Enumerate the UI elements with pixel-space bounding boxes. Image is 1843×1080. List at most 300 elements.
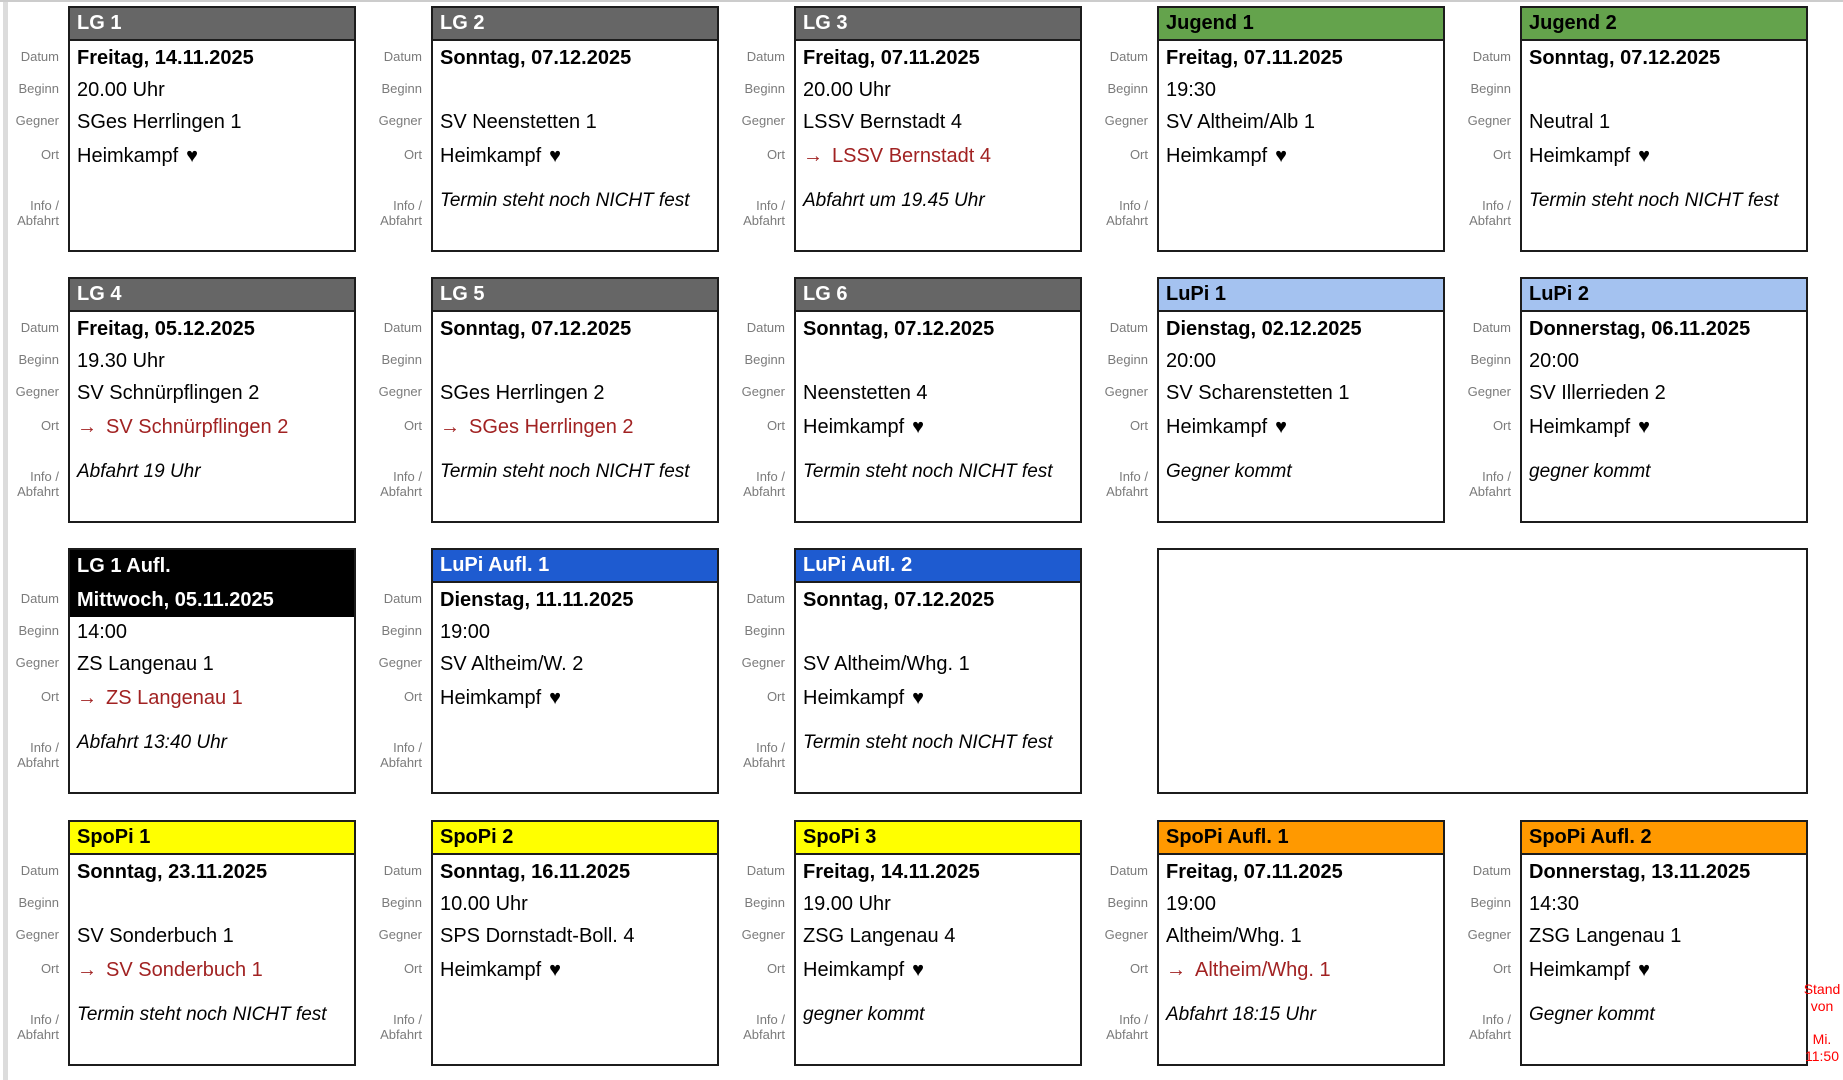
match-card-cell: [1454, 277, 1808, 523]
card-ort: [433, 681, 717, 716]
beginn-label: Beginn: [381, 623, 422, 638]
card-ort: [796, 681, 1080, 716]
gegner-label: Gegner: [1467, 927, 1511, 942]
info-label-line1: Info /: [756, 1012, 785, 1027]
card-info: Abfahrt um 19.45 Uhr: [803, 190, 985, 211]
card-info: [433, 988, 717, 1064]
info-label-line1: Info /: [756, 469, 785, 484]
match-card: [794, 277, 1082, 523]
card-ort-text: Heimkampf: [440, 687, 542, 709]
ort-label: Ort: [1129, 147, 1148, 162]
field-label-gutter: [2, 548, 68, 794]
card-ort-text: Heimkampf: [1529, 145, 1631, 167]
gutter-header-spacer: [2, 277, 59, 310]
info-label-line2: Abfahrt: [743, 213, 785, 228]
field-label-gutter: [1091, 820, 1157, 1066]
gegner-label: Gegner: [15, 655, 59, 670]
match-card: [794, 820, 1082, 1066]
card-beginn: 19.30 Uhr: [77, 350, 165, 372]
match-card-cell: [2, 277, 356, 523]
beginn-label: Beginn: [18, 81, 59, 96]
field-label-gutter: [2, 6, 68, 252]
card-datum: Dienstag, 11.11.2025: [440, 588, 634, 611]
heart-icon: ♥: [186, 145, 199, 167]
card-ort: [1522, 139, 1806, 174]
gutter-header-spacer: [728, 6, 785, 39]
card-datum: Freitag, 14.11.2025: [803, 860, 980, 883]
card-title: Jugend 1: [1159, 8, 1443, 41]
beginn-label: Beginn: [18, 623, 59, 638]
match-card-cell: [2, 6, 356, 252]
card-ort: [70, 681, 354, 716]
ort-label: Ort: [1492, 147, 1511, 162]
beginn-label: Beginn: [381, 895, 422, 910]
gegner-label: Gegner: [1104, 384, 1148, 399]
card-gegner: Altheim/Whg. 1: [1166, 925, 1302, 947]
stand-timestamp: [1799, 981, 1843, 1065]
away-arrow-icon: →: [1166, 959, 1186, 981]
card-title: SpoPi 1: [70, 822, 354, 855]
heart-icon: ♥: [1275, 145, 1288, 167]
beginn-label: Beginn: [18, 895, 59, 910]
ort-label: Ort: [40, 961, 59, 976]
gegner-label: Gegner: [378, 927, 422, 942]
match-card: [68, 6, 356, 252]
field-label-gutter: [1454, 6, 1520, 252]
card-info: Termin steht noch NICHT fest: [77, 1004, 327, 1025]
card-gegner: SV Illerrieden 2: [1529, 382, 1666, 404]
away-arrow-icon: →: [803, 145, 823, 167]
card-info: Gegner kommt: [1166, 461, 1292, 482]
window-edge-top: [0, 0, 1843, 2]
card-beginn: 20.00 Uhr: [77, 79, 165, 101]
gegner-label: Gegner: [378, 384, 422, 399]
card-title: LG 3: [796, 8, 1080, 41]
ort-label: Ort: [766, 689, 785, 704]
field-label-gutter: [728, 277, 794, 523]
beginn-label: Beginn: [744, 81, 785, 96]
stand-line: 11:50: [1805, 1048, 1839, 1064]
match-card-cell: [1454, 6, 1808, 252]
info-label-line1: Info /: [1119, 198, 1148, 213]
datum-label: Datum: [1472, 48, 1511, 64]
card-beginn: [796, 617, 1080, 648]
card-ort: [796, 953, 1080, 988]
gegner-label: Gegner: [741, 927, 785, 942]
card-title: LG 4: [70, 279, 354, 312]
datum-label: Datum: [383, 862, 422, 878]
heart-icon: ♥: [1638, 145, 1651, 167]
card-gegner: SV Schnürpflingen 2: [77, 382, 260, 404]
datum-label: Datum: [20, 590, 59, 606]
card-ort: [1159, 410, 1443, 445]
card-title: SpoPi 2: [433, 822, 717, 855]
field-label-gutter: [1454, 277, 1520, 523]
card-info: [433, 716, 717, 792]
match-card-cell: [728, 6, 1082, 252]
card-title: LuPi 2: [1522, 279, 1806, 312]
field-label-gutter: [1091, 6, 1157, 252]
ort-label: Ort: [1492, 418, 1511, 433]
card-title: SpoPi Aufl. 2: [1522, 822, 1806, 855]
field-label-gutter: [365, 548, 431, 794]
match-card: [1520, 6, 1808, 252]
card-datum: Freitag, 07.11.2025: [803, 46, 980, 69]
info-label-line1: Info /: [393, 198, 422, 213]
ort-label: Ort: [1129, 961, 1148, 976]
info-label-line2: Abfahrt: [1106, 1027, 1148, 1042]
gegner-label: Gegner: [1467, 113, 1511, 128]
info-label-line1: Info /: [1482, 198, 1511, 213]
card-beginn: 19:00: [1166, 893, 1217, 915]
card-title: LG 1 Aufl.: [70, 550, 354, 583]
card-title: LG 1: [70, 8, 354, 41]
gutter-header-spacer: [365, 6, 422, 39]
card-title: LG 5: [433, 279, 717, 312]
card-datum: Donnerstag, 13.11.2025: [1529, 860, 1751, 883]
match-card: [1157, 6, 1445, 252]
card-datum: Donnerstag, 06.11.2025: [1529, 317, 1751, 340]
info-label-line2: Abfahrt: [17, 755, 59, 770]
info-label-line2: Abfahrt: [1106, 213, 1148, 228]
gegner-label: Gegner: [378, 113, 422, 128]
info-label-line2: Abfahrt: [1106, 484, 1148, 499]
stand-line: Stand: [1803, 981, 1841, 997]
ort-label: Ort: [40, 418, 59, 433]
card-ort-text: Heimkampf: [77, 145, 179, 167]
card-gegner: ZSG Langenau 4: [803, 925, 956, 947]
datum-label: Datum: [1472, 862, 1511, 878]
card-beginn: 10.00 Uhr: [440, 893, 528, 915]
card-gegner: SGes Herrlingen 1: [77, 111, 242, 133]
ort-label: Ort: [403, 147, 422, 162]
ort-label: Ort: [766, 147, 785, 162]
gutter-header-spacer: [2, 820, 59, 853]
gegner-label: Gegner: [15, 384, 59, 399]
card-info: Gegner kommt: [1529, 1004, 1655, 1025]
heart-icon: ♥: [1275, 416, 1288, 438]
gegner-label: Gegner: [741, 655, 785, 670]
card-gegner: Neenstetten 4: [803, 382, 928, 404]
card-gegner: SPS Dornstadt-Boll. 4: [440, 925, 635, 947]
card-ort-text: Heimkampf: [1166, 145, 1268, 167]
card-gegner: SV Sonderbuch 1: [77, 925, 234, 947]
beginn-label: Beginn: [18, 352, 59, 367]
match-card-cell: [1454, 820, 1808, 1066]
match-card: [794, 6, 1082, 252]
gutter-header-spacer: [728, 548, 785, 581]
beginn-label: Beginn: [1470, 895, 1511, 910]
ort-label: Ort: [766, 418, 785, 433]
card-beginn: [70, 889, 354, 920]
card-title: LG 6: [796, 279, 1080, 312]
beginn-label: Beginn: [1107, 895, 1148, 910]
match-card-cell: [2, 548, 356, 794]
card-ort-text: Heimkampf: [440, 959, 542, 981]
gutter-header-spacer: [365, 277, 422, 310]
match-card: [68, 548, 356, 794]
heart-icon: ♥: [912, 959, 925, 981]
card-beginn: 14:30: [1529, 893, 1580, 915]
match-card-cell: [728, 548, 1082, 794]
card-ort-text: Heimkampf: [803, 687, 905, 709]
card-title: LuPi Aufl. 2: [796, 550, 1080, 583]
away-arrow-icon: →: [77, 687, 97, 709]
card-gegner: LSSV Bernstadt 4: [803, 111, 962, 133]
card-ort-text: Heimkampf: [440, 145, 542, 167]
card-beginn: 20.00 Uhr: [803, 79, 891, 101]
card-ort-text: Heimkampf: [1166, 416, 1268, 438]
info-label-line2: Abfahrt: [1469, 1027, 1511, 1042]
gutter-header-spacer: [728, 820, 785, 853]
gutter-header-spacer: [1454, 6, 1511, 39]
card-datum: Sonntag, 07.12.2025: [803, 317, 995, 340]
card-beginn: [433, 75, 717, 106]
datum-label: Datum: [746, 48, 785, 64]
field-label-gutter: [365, 820, 431, 1066]
heart-icon: ♥: [549, 145, 562, 167]
card-gegner: SV Neenstetten 1: [440, 111, 597, 133]
gegner-label: Gegner: [1104, 927, 1148, 942]
datum-label: Datum: [746, 590, 785, 606]
card-beginn: 20:00: [1529, 350, 1580, 372]
field-label-gutter: [1091, 277, 1157, 523]
field-label-gutter: [728, 6, 794, 252]
match-card-cell: [1091, 277, 1445, 523]
card-title: Jugend 2: [1522, 8, 1806, 41]
ort-label: Ort: [403, 689, 422, 704]
empty-slot: [1157, 548, 1808, 794]
match-card-cell: [728, 820, 1082, 1066]
info-label-line1: Info /: [393, 469, 422, 484]
card-ort-text: SGes Herrlingen 2: [469, 416, 634, 438]
card-beginn: [433, 346, 717, 377]
ort-label: Ort: [40, 689, 59, 704]
card-ort-text: LSSV Bernstadt 4: [832, 145, 991, 167]
card-beginn: 19:30: [1166, 79, 1217, 101]
card-gegner: SGes Herrlingen 2: [440, 382, 605, 404]
card-beginn: [796, 346, 1080, 377]
card-ort: [1159, 953, 1443, 988]
card-beginn: 19.00 Uhr: [803, 893, 891, 915]
info-label-line1: Info /: [393, 1012, 422, 1027]
card-info: [70, 174, 354, 250]
gutter-header-spacer: [1091, 820, 1148, 853]
field-label-gutter: [728, 548, 794, 794]
card-gegner: Neutral 1: [1529, 111, 1611, 133]
field-label-gutter: [1454, 820, 1520, 1066]
card-info: Termin steht noch NICHT fest: [440, 461, 690, 482]
match-card-cell: [365, 277, 719, 523]
beginn-label: Beginn: [1107, 352, 1148, 367]
card-datum: Freitag, 07.11.2025: [1166, 46, 1343, 69]
info-label-line2: Abfahrt: [1469, 213, 1511, 228]
card-title: SpoPi 3: [796, 822, 1080, 855]
ort-label: Ort: [403, 418, 422, 433]
heart-icon: ♥: [1638, 959, 1651, 981]
card-info: Abfahrt 19 Uhr: [77, 461, 201, 482]
match-card-cell: [1091, 6, 1445, 252]
match-card: [431, 6, 719, 252]
gutter-header-spacer: [1454, 277, 1511, 310]
gutter-header-spacer: [2, 6, 59, 39]
card-ort-text: ZS Langenau 1: [106, 687, 243, 709]
card-info: Abfahrt 18:15 Uhr: [1166, 1004, 1316, 1025]
card-ort: [433, 953, 717, 988]
info-label-line2: Abfahrt: [17, 1027, 59, 1042]
match-card: [1520, 277, 1808, 523]
gegner-label: Gegner: [15, 927, 59, 942]
match-card: [431, 277, 719, 523]
card-datum: Sonntag, 07.12.2025: [440, 317, 632, 340]
card-datum: Freitag, 14.11.2025: [77, 46, 254, 69]
match-card: [431, 548, 719, 794]
card-title: LG 2: [433, 8, 717, 41]
beginn-label: Beginn: [1470, 81, 1511, 96]
info-label-line1: Info /: [30, 1012, 59, 1027]
beginn-label: Beginn: [744, 623, 785, 638]
gegner-label: Gegner: [1104, 113, 1148, 128]
match-card: [68, 820, 356, 1066]
info-label-line2: Abfahrt: [380, 213, 422, 228]
gutter-header-spacer: [1091, 6, 1148, 39]
beginn-label: Beginn: [744, 352, 785, 367]
heart-icon: ♥: [1638, 416, 1651, 438]
gegner-label: Gegner: [15, 113, 59, 128]
match-card: [1157, 820, 1445, 1066]
heart-icon: ♥: [549, 687, 562, 709]
card-title: SpoPi Aufl. 1: [1159, 822, 1443, 855]
card-datum: Sonntag, 07.12.2025: [803, 588, 995, 611]
heart-icon: ♥: [549, 959, 562, 981]
gutter-header-spacer: [728, 277, 785, 310]
match-card: [431, 820, 719, 1066]
card-ort: [1522, 410, 1806, 445]
info-label-line2: Abfahrt: [743, 755, 785, 770]
card-gegner: ZS Langenau 1: [77, 653, 214, 675]
away-arrow-icon: →: [77, 416, 97, 438]
datum-label: Datum: [746, 862, 785, 878]
card-datum: Sonntag, 23.11.2025: [77, 860, 268, 883]
match-card: [1157, 277, 1445, 523]
match-card: [68, 277, 356, 523]
card-info: Termin steht noch NICHT fest: [803, 732, 1053, 753]
beginn-label: Beginn: [1107, 81, 1148, 96]
card-info: gegner kommt: [803, 1004, 925, 1025]
info-label-line2: Abfahrt: [380, 755, 422, 770]
card-ort-text: Heimkampf: [803, 959, 905, 981]
datum-label: Datum: [383, 48, 422, 64]
info-label-line2: Abfahrt: [17, 484, 59, 499]
datum-label: Datum: [1109, 48, 1148, 64]
card-beginn: [1522, 75, 1806, 106]
card-datum: Freitag, 05.12.2025: [77, 317, 255, 340]
info-label-line1: Info /: [1119, 469, 1148, 484]
stand-gap: [1799, 1015, 1843, 1031]
card-info: [1159, 174, 1443, 250]
beginn-label: Beginn: [381, 81, 422, 96]
info-label-line1: Info /: [393, 740, 422, 755]
card-ort-text: Heimkampf: [1529, 416, 1631, 438]
info-label-line2: Abfahrt: [1469, 484, 1511, 499]
card-datum: Sonntag, 07.12.2025: [440, 46, 632, 69]
ort-label: Ort: [1129, 418, 1148, 433]
card-beginn: 20:00: [1166, 350, 1217, 372]
datum-label: Datum: [383, 319, 422, 335]
card-beginn: 14:00: [77, 621, 128, 643]
field-label-gutter: [365, 277, 431, 523]
card-info: Abfahrt 13:40 Uhr: [77, 732, 227, 753]
info-label-line1: Info /: [1482, 1012, 1511, 1027]
gutter-header-spacer: [1454, 820, 1511, 853]
ort-label: Ort: [1492, 961, 1511, 976]
datum-label: Datum: [20, 48, 59, 64]
card-ort: [796, 139, 1080, 174]
info-label-line1: Info /: [30, 198, 59, 213]
gegner-label: Gegner: [741, 113, 785, 128]
card-title: LuPi 1: [1159, 279, 1443, 312]
info-label-line1: Info /: [30, 469, 59, 484]
gutter-header-spacer: [365, 820, 422, 853]
info-label-line2: Abfahrt: [380, 484, 422, 499]
info-label-line1: Info /: [1119, 1012, 1148, 1027]
away-arrow-icon: →: [77, 959, 97, 981]
info-label-line1: Info /: [1482, 469, 1511, 484]
stand-line: von: [1810, 998, 1834, 1014]
card-ort-text: Heimkampf: [803, 416, 905, 438]
card-datum: Freitag, 07.11.2025: [1166, 860, 1343, 883]
gegner-label: Gegner: [378, 655, 422, 670]
gutter-header-spacer: [365, 548, 422, 581]
match-card: [794, 548, 1082, 794]
ort-label: Ort: [766, 961, 785, 976]
info-label-line2: Abfahrt: [380, 1027, 422, 1042]
card-gegner: SV Altheim/Alb 1: [1166, 111, 1315, 133]
info-label-line1: Info /: [756, 740, 785, 755]
info-label-line2: Abfahrt: [743, 1027, 785, 1042]
match-card-cell: [728, 277, 1082, 523]
field-label-gutter: [2, 277, 68, 523]
field-label-gutter: [728, 820, 794, 1066]
datum-label: Datum: [383, 590, 422, 606]
gutter-header-spacer: [2, 548, 59, 581]
beginn-label: Beginn: [381, 352, 422, 367]
info-label-line2: Abfahrt: [17, 213, 59, 228]
card-ort: [70, 139, 354, 174]
card-info: Termin steht noch NICHT fest: [1529, 190, 1779, 211]
card-gegner: SV Altheim/W. 2: [440, 653, 584, 675]
beginn-label: Beginn: [744, 895, 785, 910]
card-ort: [433, 139, 717, 174]
match-card-cell: [2, 820, 356, 1066]
field-label-gutter: [2, 820, 68, 1066]
datum-label: Datum: [20, 319, 59, 335]
datum-label: Datum: [20, 862, 59, 878]
card-beginn: 19:00: [440, 621, 491, 643]
gutter-header-spacer: [1091, 277, 1148, 310]
card-ort: [70, 410, 354, 445]
card-ort-text: SV Schnürpflingen 2: [106, 416, 289, 438]
card-gegner: ZSG Langenau 1: [1529, 925, 1682, 947]
info-label-line1: Info /: [756, 198, 785, 213]
card-ort: [1159, 139, 1443, 174]
card-ort-text: SV Sonderbuch 1: [106, 959, 263, 981]
card-info: gegner kommt: [1529, 461, 1651, 482]
match-card-cell: [1091, 820, 1445, 1066]
datum-label: Datum: [1109, 862, 1148, 878]
datum-label: Datum: [746, 319, 785, 335]
card-title: LuPi Aufl. 1: [433, 550, 717, 583]
